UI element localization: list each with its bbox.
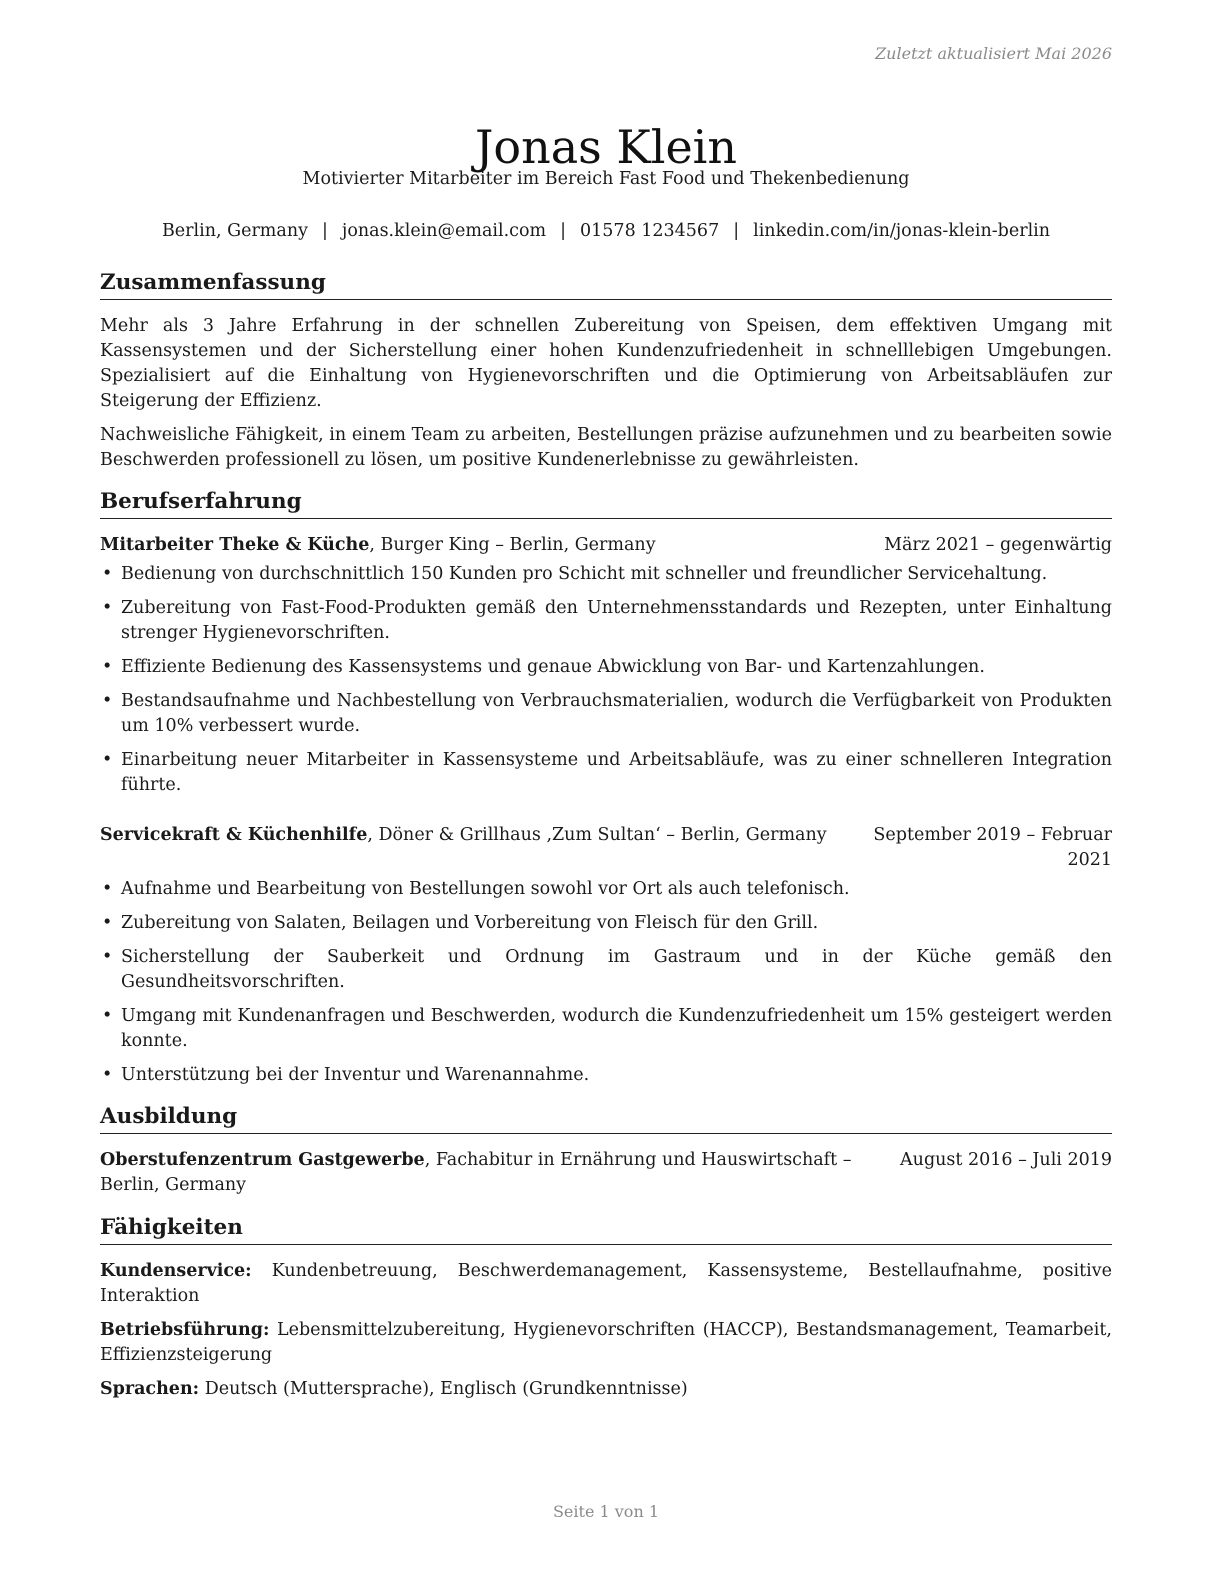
section-title: Berufserfahrung	[100, 487, 1112, 519]
job-dates: März 2021 – gegenwärtig	[884, 535, 1112, 555]
skill-value: Lebensmittelzubereitung, Hygienevorschriften (HACCP), Bestandsmanagement, Teamarbeit, Effizienzsteigerung	[100, 1319, 1112, 1365]
list-item: • Unterstützung bei der Inventur und Warenannahme.	[100, 1063, 1112, 1088]
skill-row	[100, 1318, 1112, 1368]
education-dates: August 2016 – Juli 2019	[900, 1149, 1112, 1170]
contact-separator: |	[322, 221, 328, 241]
job-role: Servicekraft & Küchenhilfe	[100, 824, 368, 845]
skill-value: Deutsch (Muttersprache), Englisch (Grundkenntnisse)	[199, 1378, 688, 1399]
education-entry	[100, 1148, 1112, 1199]
job-header	[100, 533, 1112, 559]
list-item: • Bestandsaufnahme und Nachbestellung von Verbrauchsmaterialien, wodurch die Verfügbarkeit von Produkten um 10% verbessert wurde.	[100, 689, 1112, 739]
skill-row	[100, 1259, 1112, 1309]
last-updated: Zuletzt aktualisiert Mai 2026	[875, 44, 1112, 63]
list-item: • Effiziente Bedienung des Kassensystems und genaue Abwicklung von Bar- und Kartenzahlungen.	[100, 655, 1112, 680]
summary-paragraph: Nachweisliche Fähigkeit, in einem Team zu arbeiten, Bestellungen präzise aufzunehmen und zu bearbeiten sowie Beschwerden professionell zu lösen, um positive Kundenerlebnisse zu gewährleisten.	[100, 425, 1112, 470]
page-number: Seite 1 von 1	[552, 1502, 660, 1521]
contact-separator: |	[733, 221, 740, 241]
education-section	[100, 1102, 1112, 1199]
summary-section	[100, 268, 1112, 473]
skill-label: Betriebsführung:	[100, 1319, 270, 1340]
education-school: Oberstufenzentrum Gastgewerbe	[100, 1149, 425, 1170]
skill-value: Kundenbetreuung, Beschwerdemanagement, Kassensysteme, Bestellaufnahme, positive Interaktion	[100, 1260, 1112, 1306]
job-company: , Döner & Grillhaus ‚Zum Sultan‘ – Berlin, Germany	[367, 824, 827, 845]
list-item: • Zubereitung von Salaten, Beilagen und Vorbereitung von Fleisch für den Grill.	[100, 911, 1112, 936]
job-entry	[100, 823, 1112, 1088]
list-item: • Einarbeitung neuer Mitarbeiter in Kassensysteme und Arbeitsabläufe, was zu einer schnelleren Integration führte.	[100, 748, 1112, 798]
job-header	[100, 823, 1112, 874]
contact-email[interactable]: jonas.klein@email.com	[341, 221, 547, 241]
skills-section	[100, 1213, 1112, 1402]
list-item: • Bedienung von durchschnittlich 150 Kunden pro Schicht mit schneller und freundlicher Servicehaltung.	[100, 562, 1112, 587]
contact-separator: |	[560, 221, 567, 241]
skill-label: Kundenservice:	[100, 1260, 252, 1281]
job-bullets	[100, 562, 1112, 798]
job-role: Mitarbeiter Theke & Küche	[100, 535, 370, 555]
skill-label: Sprachen:	[100, 1378, 200, 1399]
job-title-line	[100, 823, 862, 849]
section-title: Ausbildung	[100, 1102, 1112, 1134]
section-title: Fähigkeiten	[100, 1213, 1112, 1245]
contact-location: Berlin, Germany	[161, 221, 308, 241]
education-line	[100, 1148, 900, 1199]
contact-phone[interactable]: 01578 1234567	[580, 221, 720, 241]
resume-page	[100, 0, 1112, 1584]
contact-line	[100, 220, 1112, 242]
list-item: • Aufnahme und Bearbeitung von Bestellungen sowohl vor Ort als auch telefonisch.	[100, 877, 1112, 902]
list-item: • Umgang mit Kundenanfragen und Beschwerden, wodurch die Kundenzufriedenheit um 15% gesteigert werden konnte.	[100, 1004, 1112, 1054]
list-item: • Zubereitung von Fast-Food-Produkten gemäß den Unternehmensstandards und Rezepten, unter Einhaltung strenger Hygienevorschriften.	[100, 596, 1112, 646]
summary-paragraph: Mehr als 3 Jahre Erfahrung in der schnellen Zubereitung von Speisen, dem effektiven Umgang mit Kassensystemen und der Sicherstellung einer hohen Kundenzufriedenheit in schnelllebigen Umgebungen. Spezialisiert auf die Einhaltung von Hygienevorschriften und die Optimierung von Arbeitsabläufen zur Steigerung der Effizienz.	[100, 316, 1112, 411]
job-company: , Burger King – Berlin, Germany	[369, 535, 656, 555]
tagline: Motivierter Mitarbeiter im Bereich Fast Food und Thekenbedienung	[302, 169, 910, 189]
job-dates: September 2019 – Februar 2021	[873, 824, 1112, 870]
list-item: • Sicherstellung der Sauberkeit und Ordnung im Gastraum und in der Küche gemäß den Gesundheitsvorschriften.	[100, 945, 1112, 995]
education-detail: , Fachabitur in Ernährung und Hauswirtschaft – Berlin, Germany	[100, 1149, 852, 1195]
skill-row	[100, 1377, 1112, 1402]
section-title: Zusammenfassung	[100, 268, 1112, 300]
contact-linkedin[interactable]: linkedin.com/in/jonas-klein-berlin	[753, 221, 1051, 241]
job-bullets	[100, 877, 1112, 1088]
candidate-name: Jonas Klein	[474, 119, 738, 174]
resume-content	[100, 268, 1112, 1416]
job-entry	[100, 533, 1112, 798]
experience-section	[100, 487, 1112, 1088]
job-title-line	[100, 533, 884, 559]
